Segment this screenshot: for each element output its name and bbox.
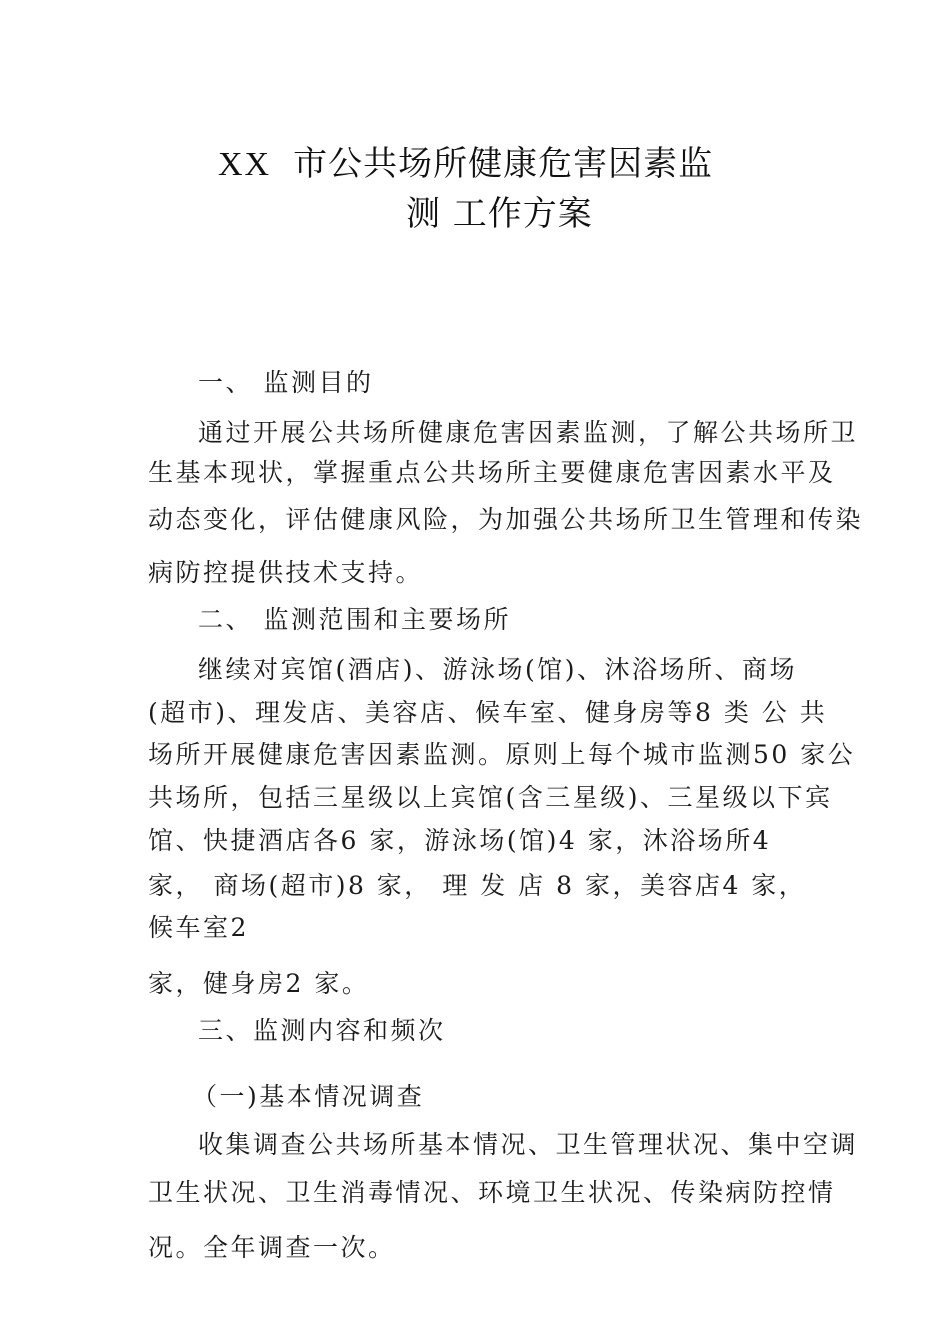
paragraph-line: 收集调查公共场所基本情况、卫生管理状况、集中空调 — [198, 1130, 859, 1159]
paragraph-line: 生基本现状，掌握重点公共场所主要健康危害因素水平及 — [148, 458, 836, 487]
paragraph-line: 候车室2 — [148, 913, 249, 942]
section-2-heading: 二、 监测范围和主要场所 — [198, 605, 511, 634]
document-title-line-1 — [218, 144, 713, 185]
section-3-heading: 三、监测内容和频次 — [198, 1016, 446, 1045]
paragraph-line: 家， 商场(超市)8 家， 理 发 店 8 家，美容店4 家， — [148, 871, 807, 900]
paragraph-line: 场所开展健康危害因素监测。原则上每个城市监测50 家公 — [148, 740, 856, 769]
paragraph-line: 通过开展公共场所健康危害因素监测，了解公共场所卫 — [198, 418, 859, 447]
paragraph-line: 馆、快捷酒店各6 家，游泳场(馆)4 家，沐浴场所4 — [148, 826, 772, 855]
paragraph-line: 动态变化，评估健康风险，为加强公共场所卫生管理和传染 — [148, 505, 864, 534]
section-1-heading: 一、 监测目的 — [198, 368, 374, 397]
subsection-heading: （一)基本情况调查 — [192, 1082, 425, 1111]
paragraph-line: 卫生状况、卫生消毒情况、环境卫生状况、传染病防控情 — [148, 1178, 836, 1207]
paragraph-line: 继续对宾馆(酒店)、游泳场(馆)、沐浴场所、商场 — [198, 655, 798, 684]
paragraph-line: 病防控提供技术支持。 — [148, 558, 424, 587]
document-title-line-2: 测 工作方案 — [406, 194, 593, 234]
paragraph-line: 共场所，包括三星级以上宾馆(含三星级)、三星级以下宾 — [148, 783, 833, 812]
title-prefix: XX — [218, 146, 272, 183]
paragraph-line: (超市)、理发店、美容店、候车室、健身房等8 类 公 共 — [148, 698, 828, 727]
title-text-1: 市公共场所健康危害因素监 — [293, 144, 714, 184]
paragraph-line: 况。全年调查一次。 — [148, 1233, 396, 1262]
paragraph-line: 家，健身房2 家。 — [148, 969, 370, 998]
